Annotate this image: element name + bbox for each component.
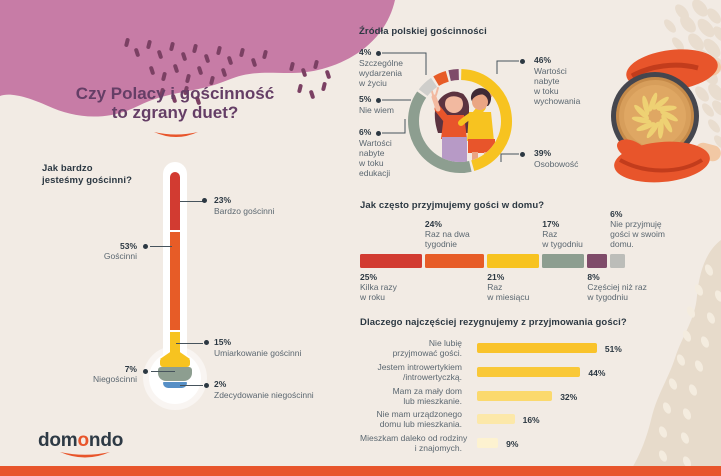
value-label: 23% (214, 194, 232, 205)
connector-dot (204, 340, 209, 345)
bar-segment (487, 254, 539, 268)
value-label: 39% (534, 148, 552, 158)
label-line: wychowania (534, 96, 581, 106)
category-label (359, 105, 394, 115)
label-line: Nie mam urządzonego (376, 409, 462, 420)
connector-dot (202, 198, 207, 203)
label-line: Wartości (534, 66, 567, 76)
connector-line (180, 201, 203, 202)
frequency-chart (360, 198, 700, 308)
label-line: nabyte (359, 148, 385, 158)
value-label: 16% (522, 415, 540, 426)
label-line: Nie wiem (359, 105, 394, 115)
connector-dot (143, 369, 148, 374)
connector-dot (520, 59, 525, 64)
connector-dot (376, 98, 381, 103)
category-label (359, 58, 403, 88)
value-label: 25% (360, 272, 378, 282)
label-line: Wartości (359, 138, 392, 148)
thermometer-pool (160, 358, 190, 367)
category-label: Zdecydowanie niegościnni (214, 390, 314, 400)
label-line: domu lub mieszkania. (379, 419, 462, 430)
value-label: 4% (359, 47, 372, 57)
value-block (55, 364, 137, 384)
category-label: Bardzo gościnni (214, 205, 275, 216)
donut-labels (345, 22, 620, 192)
main-title-line1: Czy Polacy i gościnność (75, 84, 275, 103)
value-label: 24% (424, 219, 442, 229)
value-label: 6% (359, 127, 372, 137)
category-label (534, 66, 580, 106)
donut-title: Źródła polskiej gościnności (359, 26, 487, 37)
label-line: w toku (359, 158, 384, 168)
bar (477, 438, 498, 448)
label-line: domu. (610, 239, 634, 249)
label-line: nabyte (534, 76, 560, 86)
blob-dot (325, 70, 332, 80)
pie-in-hands-illustration (580, 32, 721, 197)
label-line: Nie lubię (428, 338, 462, 348)
label-line: w miesiącu (487, 292, 530, 302)
label-line: w życiu (359, 78, 387, 88)
value-block (55, 241, 137, 261)
bar (477, 391, 552, 401)
bar (477, 343, 597, 353)
label-line: w toku (534, 86, 559, 96)
value-label: 51% (604, 344, 622, 354)
segment-label (542, 219, 614, 249)
label-line: wydarzenia (359, 68, 402, 78)
logo-smile-icon (58, 451, 112, 461)
category-label (359, 138, 392, 178)
bar-label (360, 338, 462, 358)
label-line: Jestem introwertykiem (377, 361, 462, 372)
bar-label (360, 409, 462, 429)
label-line: w tygodniu (542, 239, 583, 249)
bar-segment (360, 254, 422, 268)
thermometer-title: Jak bardzo jesteśmy gościnni? (42, 163, 132, 186)
bar-segment (425, 254, 484, 268)
connector-line (150, 246, 172, 247)
thermometer-chart (20, 155, 340, 405)
label-line: /introwertyczką. (402, 371, 462, 382)
label-line: przyjmować gości. (392, 348, 462, 358)
segment-label (610, 209, 682, 249)
category-label: Gościnni (103, 250, 137, 261)
main-title-line2: to zgrany duet? (111, 103, 239, 122)
blob-dot (321, 82, 327, 92)
segment-label (425, 219, 497, 249)
blob-dot (297, 84, 303, 94)
thermometer-segment (170, 172, 180, 230)
label-line: i znajomych. (414, 443, 462, 454)
value-label: 7% (124, 363, 137, 374)
value-label: 53% (119, 240, 137, 251)
label-line: Mam za mały dom (392, 385, 462, 396)
logo-text: domondo (38, 430, 124, 451)
title-smile-icon (153, 131, 199, 141)
reasons-title: Dlaczego najczęściej rezygnujemy z przyjmowania gości? (360, 317, 627, 328)
label-line: Raz na dwa (424, 229, 470, 239)
label-line: Częściej niż raz (587, 282, 647, 292)
connector-dot (376, 51, 381, 56)
value-label: 2% (214, 379, 227, 389)
connector-dot (143, 244, 148, 249)
segment-label (587, 272, 659, 302)
connector-dot (204, 383, 209, 388)
label-line: Szczególne (359, 58, 403, 68)
frequency-title: Jak często przyjmujemy gości w domu? (360, 200, 545, 211)
footer-strip (0, 466, 721, 476)
category-label: Niegościnni (93, 373, 137, 384)
value-label: 15% (214, 336, 232, 347)
bar (477, 367, 580, 377)
label-line: tygodnie (424, 239, 458, 249)
donut-chart (345, 22, 620, 192)
segment-label (360, 272, 432, 302)
label-line: gości w swoim (610, 229, 665, 239)
connector-dot (376, 131, 381, 136)
label-line: Raz (487, 282, 503, 292)
label-line: Osobowość (534, 159, 579, 169)
label-line: Nie przyjmuję (610, 219, 662, 229)
value-label: 9% (506, 439, 519, 450)
value-label: 46% (534, 55, 552, 65)
label-line: w roku (360, 292, 386, 302)
thermometer-segment (158, 367, 192, 381)
bar-segment (542, 254, 584, 268)
value-label: 21% (487, 272, 505, 282)
main-title (55, 84, 295, 122)
logo-accent-o: o (77, 430, 89, 451)
label-line: w tygodniu (587, 292, 628, 302)
value-label: 6% (610, 209, 623, 219)
bar-label (360, 386, 462, 406)
label-line: Raz (542, 229, 558, 239)
reasons-chart (360, 315, 700, 460)
brand-logo (38, 430, 123, 452)
label-line: edukacji (359, 168, 391, 178)
label-line: lub mieszkanie. (403, 395, 462, 406)
bar-segment (610, 254, 625, 268)
bar-segment (587, 254, 607, 268)
connector-line (151, 371, 175, 372)
bar-label (360, 362, 462, 382)
value-label: 5% (359, 94, 372, 104)
segment-label (487, 272, 559, 302)
value-label: 17% (542, 219, 560, 229)
connector-line (180, 385, 203, 386)
category-label (534, 159, 578, 169)
value-label: 8% (587, 272, 600, 282)
value-label: 44% (588, 367, 606, 378)
value-label: 32% (560, 391, 578, 402)
bar (477, 414, 515, 424)
connector-line (176, 343, 203, 344)
blob-dot (309, 90, 316, 100)
label-line: Kilka razy (360, 282, 397, 292)
connector-dot (520, 152, 525, 157)
bar-label (360, 433, 468, 454)
category-label: Umiarkowanie gościnni (214, 347, 302, 358)
label-line: Mieszkam daleko od rodziny (360, 433, 468, 444)
